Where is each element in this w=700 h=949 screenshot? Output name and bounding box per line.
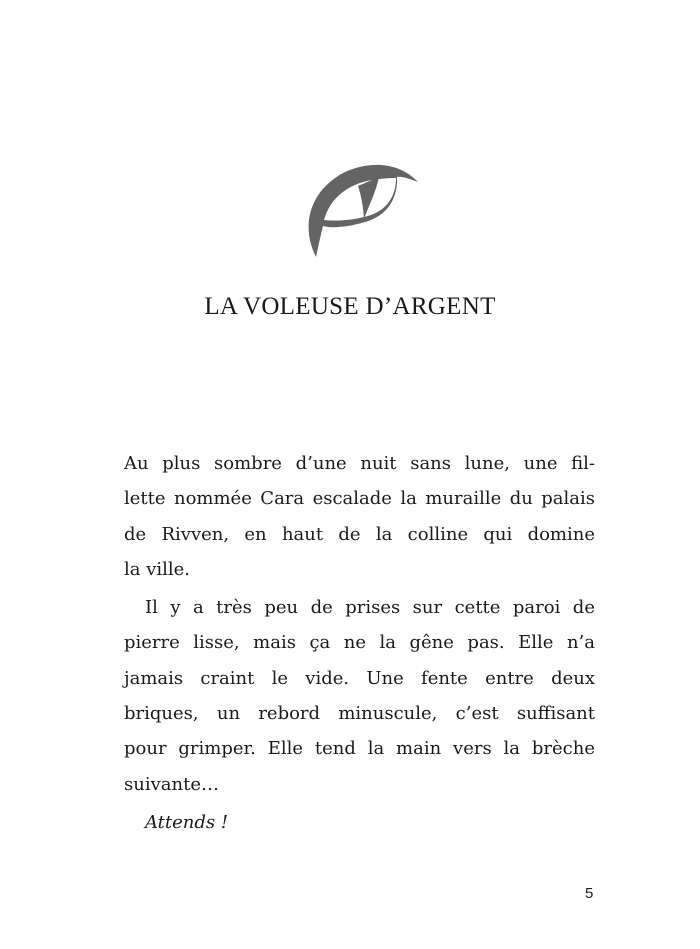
text-line: pierre lisse, mais ça ne la gêne pas. Elle n’a: [124, 632, 595, 654]
chapter-text: [124, 446, 595, 840]
paragraph-2: [124, 590, 595, 802]
text-line: de Rivven, en haut de la colline qui domine: [124, 523, 595, 545]
text-line: Attends !: [145, 811, 229, 833]
paragraph-1: [124, 446, 595, 587]
cat-eye-icon: [290, 150, 440, 270]
text-line: suivante…: [124, 773, 219, 795]
text-line: la ville.: [124, 558, 191, 580]
text-line: Au plus sombre d’une nuit sans lune, une fil-: [124, 453, 595, 474]
text-line: pour grimper. Elle tend la main vers la brèche: [124, 738, 595, 760]
paragraph-3: [124, 805, 595, 840]
text-line: lette nommée Cara escalade la muraille du palais: [124, 488, 595, 510]
text-line: jamais craint le vide. Une fente entre deux: [124, 667, 595, 689]
text-line: Il y a très peu de prises sur cette paroi de: [145, 597, 595, 619]
chapter-title: LA VOLEUSE D’ARGENT: [204, 293, 496, 320]
page-number: 5: [585, 885, 594, 902]
text-line: briques, un rebord minuscule, c’est suffisant: [124, 703, 595, 725]
